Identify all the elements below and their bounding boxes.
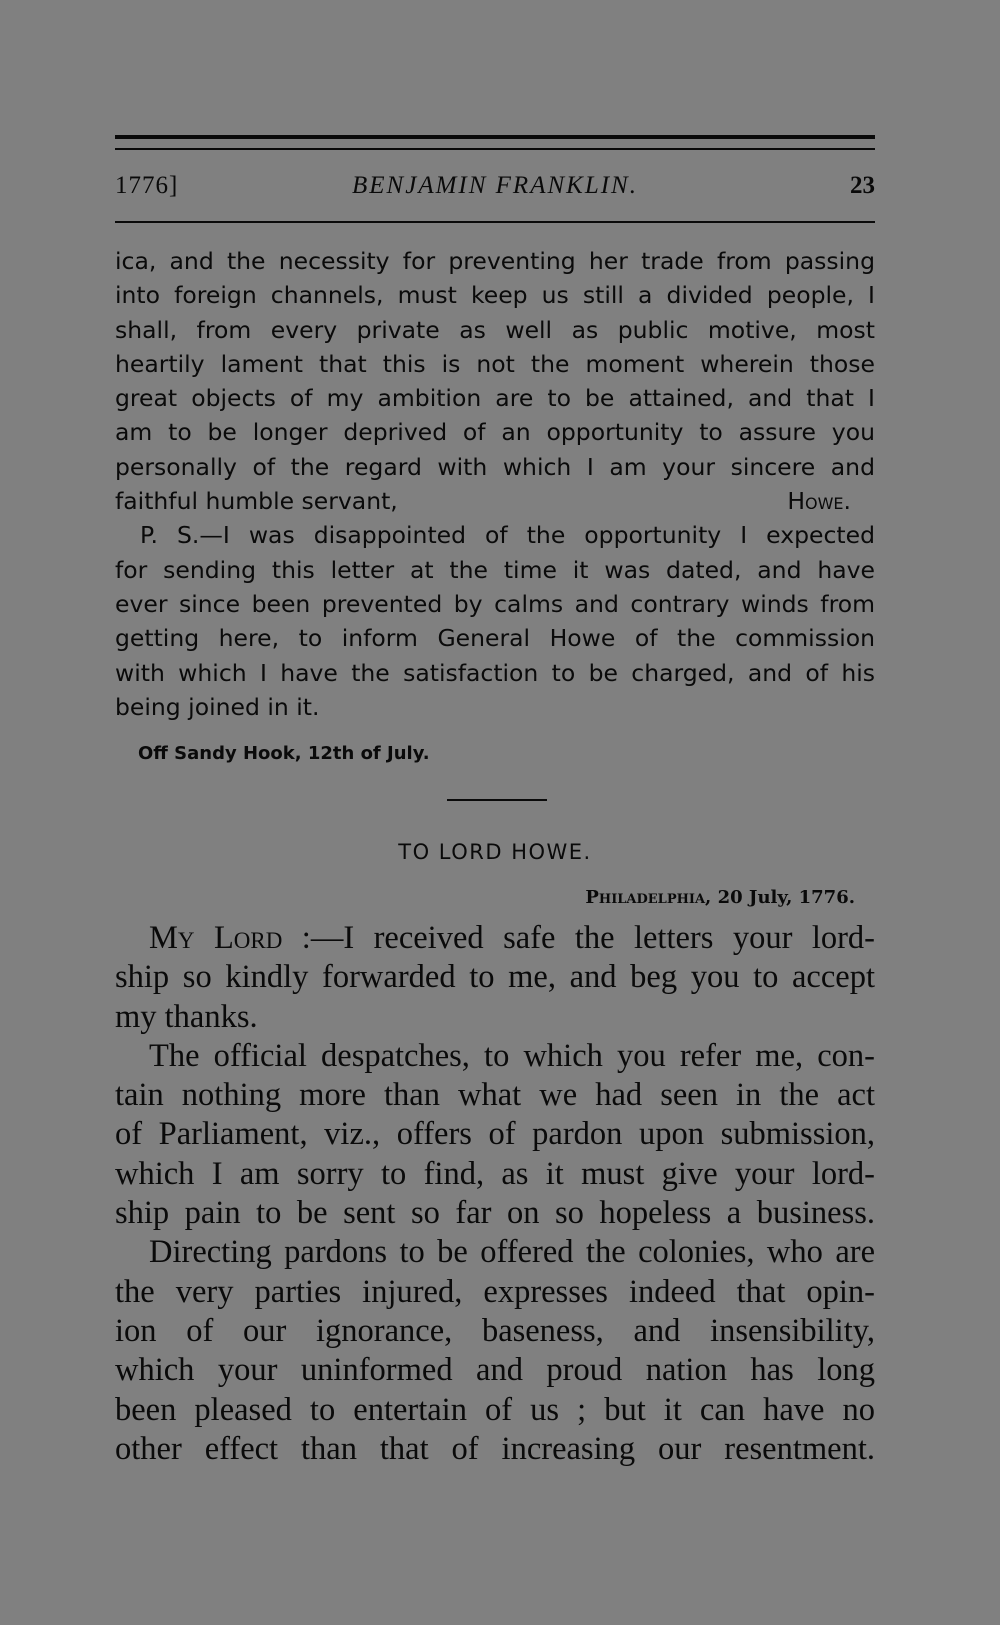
dateline-date: 20 July, 1776. xyxy=(717,887,855,908)
text-line: ship so kindly forwarded to me, and beg you to accept xyxy=(115,959,875,996)
text-line xyxy=(115,919,875,958)
text-line: personally of the regard with which I am your sincere and xyxy=(115,452,875,481)
postscript-line: ever since been prevented by calms and contrary winds from xyxy=(115,589,875,618)
letter-title: TO LORD HOWE. xyxy=(398,840,592,864)
text-line: my thanks. xyxy=(115,998,258,1035)
text-line: ion of our ignorance, baseness, and insensibility, xyxy=(115,1312,875,1349)
header-rule xyxy=(115,221,875,223)
running-header xyxy=(115,172,875,212)
closing-line xyxy=(115,484,875,518)
postscript-last-line: being joined in it. xyxy=(115,692,320,721)
text-line: shall, from every private as well as public motive, most xyxy=(115,315,875,344)
text-line: of Parliament, viz., offers of pardon upon submission, xyxy=(115,1116,875,1153)
dateline-place: Philadelphia, xyxy=(585,887,712,908)
postscript-line: with which I have the satisfaction to be charged, and of his xyxy=(115,658,875,687)
top-rule-thin xyxy=(115,148,875,150)
text-line: tain nothing more than what we had seen in the act xyxy=(115,1077,875,1114)
header-title: BENJAMIN FRANKLIN. xyxy=(352,172,638,199)
place-date: Off Sandy Hook, 12th of July. xyxy=(138,743,430,764)
text-line: the very parties injured, expresses indeed that opin- xyxy=(115,1273,875,1310)
text-line: ica, and the necessity for preventing her trade from passing xyxy=(115,247,875,275)
salutation-continuation: :—I received safe the letters your lord- xyxy=(301,920,875,956)
signature: Howe. xyxy=(787,487,851,516)
page-number: 23 xyxy=(850,172,875,199)
text-line: heartily lament that this is not the moment wherein those xyxy=(115,349,875,378)
section-separator xyxy=(447,799,547,801)
postscript-line: P. S.—I was disappointed of the opportunity I expected xyxy=(140,521,875,550)
letter-body xyxy=(115,919,875,1469)
postscript-line: getting here, to inform General Howe of the commission xyxy=(115,624,875,653)
text-line: which your uninformed and proud nation has long xyxy=(115,1352,875,1389)
postscript-line: for sending this letter at the time it was dated, and have xyxy=(115,555,875,584)
text-line: The official despatches, to which you refer me, con- xyxy=(149,1037,875,1074)
text-line: ship pain to be sent so far on so hopeless a business. xyxy=(115,1195,875,1232)
text-line: am to be longer deprived of an opportunity to assure you xyxy=(115,418,875,447)
previous-letter-text xyxy=(115,244,875,724)
text-line: into foreign channels, must keep us still a divided people, I xyxy=(115,281,875,310)
book-page xyxy=(115,0,875,1625)
text-line: which I am sorry to find, as it must give your lord- xyxy=(115,1155,875,1192)
text-line: Directing pardons to be offered the colonies, who are xyxy=(149,1234,875,1271)
salutation: My Lord xyxy=(149,920,283,956)
top-rule-thick xyxy=(115,135,875,139)
text-line: been pleased to entertain of us ; but it can have no xyxy=(115,1391,875,1428)
closing-text: faithful humble servant, xyxy=(115,487,398,516)
text-line: other effect than that of increasing our resentment. xyxy=(115,1430,875,1467)
header-year: 1776] xyxy=(115,172,179,199)
dateline xyxy=(585,887,855,908)
text-line: great objects of my ambition are to be attained, and that I xyxy=(115,384,875,413)
